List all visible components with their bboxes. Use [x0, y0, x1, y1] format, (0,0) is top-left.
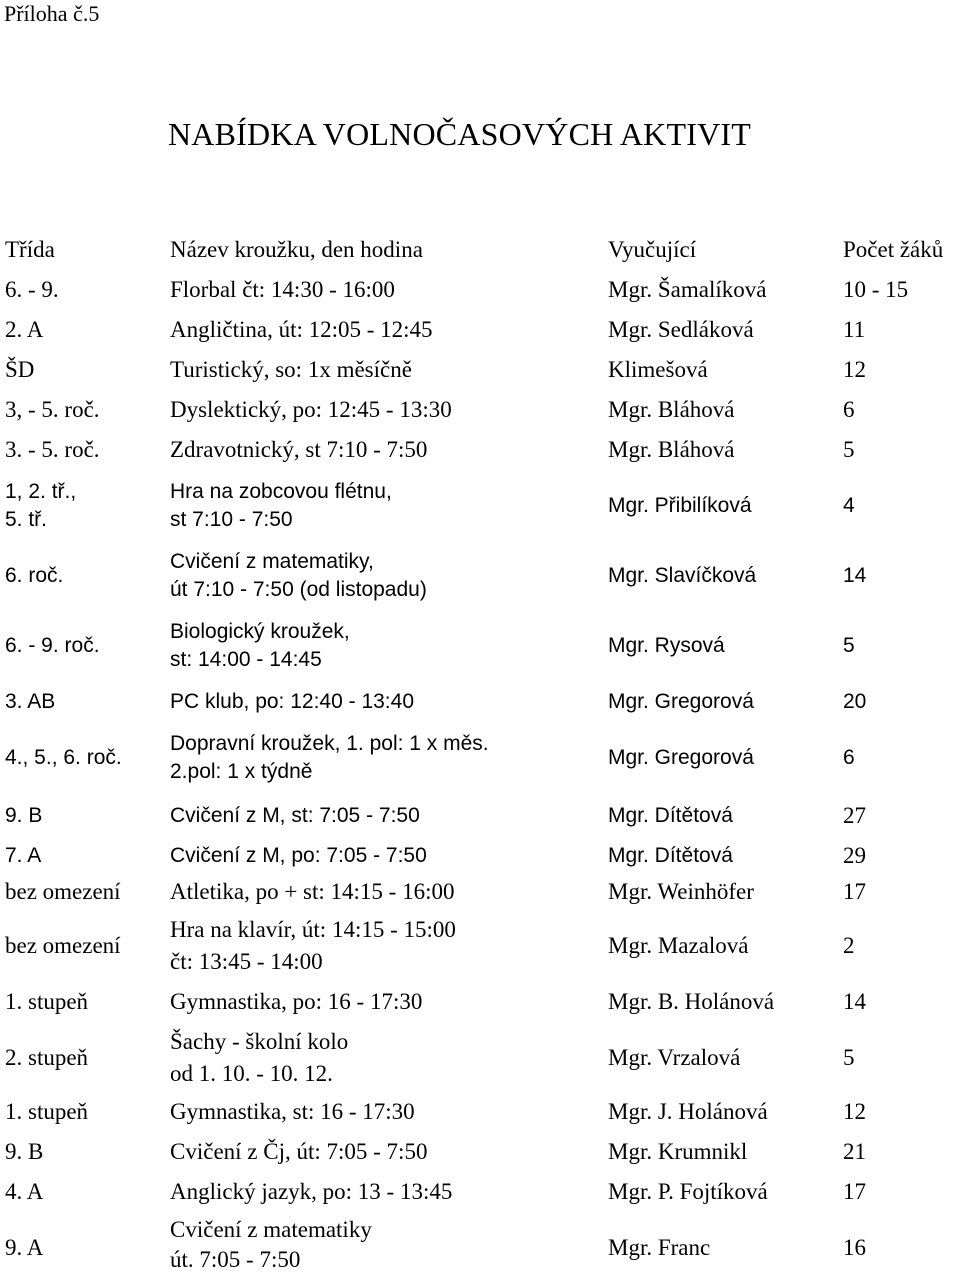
count-cell: 6	[843, 746, 855, 769]
activity-cell: Cvičení z Čj, út: 7:05 - 7:50	[170, 1139, 428, 1164]
teacher-cell: Mgr. Bláhová	[608, 437, 735, 462]
teacher-cell: Mgr. Krumnikl	[608, 1139, 748, 1164]
class-cell: 6. roč.	[5, 564, 64, 587]
class-cell: 6. - 9. roč.	[5, 634, 100, 657]
activity-cell: Atletika, po + st: 14:15 - 16:00	[170, 879, 455, 904]
teacher-cell: Mgr. Gregorová	[608, 690, 754, 713]
teacher-cell: Mgr. Gregorová	[608, 746, 754, 769]
count-cell: 14	[843, 564, 867, 587]
activity-cell: Zdravotnický, st 7:10 - 7:50	[170, 437, 428, 462]
activity-cell: Anglický jazyk, po: 13 - 13:45	[170, 1179, 453, 1204]
count-cell: 5	[843, 1045, 855, 1070]
teacher-cell: Mgr. Franc	[608, 1235, 711, 1260]
class-cell: 3. - 5. roč.	[5, 437, 100, 462]
teacher-cell: Mgr. Rysová	[608, 634, 725, 657]
activity-cell-line-2: 2.pol: 1 x týdně	[170, 760, 313, 783]
teacher-cell: Klimešová	[608, 357, 708, 382]
activity-cell: Hra na zobcovou flétnu,	[170, 480, 392, 503]
class-cell: 1. stupeň	[5, 989, 89, 1014]
class-cell: 2. stupeň	[5, 1045, 89, 1070]
class-cell: 2. A	[5, 317, 44, 342]
page-title: NABÍDKA VOLNOČASOVÝCH AKTIVIT	[168, 116, 751, 152]
teacher-cell: Mgr. Přibilíková	[608, 494, 752, 517]
count-cell: 21	[843, 1139, 866, 1164]
activity-cell: Turistický, so: 1x měsíčně	[170, 357, 412, 382]
count-cell: 5	[843, 634, 855, 657]
activity-cell: Angličtina, út: 12:05 - 12:45	[170, 317, 433, 342]
teacher-cell: Mgr. Weinhöfer	[608, 879, 754, 904]
activity-cell: Gymnastika, st: 16 - 17:30	[170, 1099, 415, 1124]
count-cell: 16	[843, 1235, 866, 1260]
activity-cell: Cvičení z matematiky	[170, 1217, 372, 1242]
class-cell: 9. B	[5, 1139, 44, 1164]
count-cell: 14	[843, 989, 866, 1014]
activity-cell: Gymnastika, po: 16 - 17:30	[170, 989, 423, 1014]
count-cell: 10 - 15	[843, 277, 909, 302]
header-teacher: Vyučující	[608, 237, 697, 262]
activity-cell: Biologický kroužek,	[170, 620, 350, 643]
class-cell: 3, - 5. roč.	[5, 397, 100, 422]
activity-cell: Hra na klavír, út: 14:15 - 15:00	[170, 917, 456, 942]
activity-cell: PC klub, po: 12:40 - 13:40	[170, 690, 414, 713]
class-cell: 1, 2. tř.,	[5, 480, 77, 503]
activity-cell-line-2: st: 14:00 - 14:45	[170, 648, 322, 671]
teacher-cell: Mgr. Vrzalová	[608, 1045, 741, 1070]
class-cell: 9. A	[5, 1235, 44, 1260]
count-cell: 4	[843, 494, 855, 517]
class-cell: ŠD	[5, 357, 35, 382]
teacher-cell: Mgr. B. Holánová	[608, 989, 775, 1014]
activity-cell-line-2: st 7:10 - 7:50	[170, 508, 293, 531]
class-cell-line-2: 5. tř.	[5, 508, 48, 531]
activity-cell: Cvičení z M, st: 7:05 - 7:50	[170, 804, 420, 827]
count-cell: 17	[843, 879, 866, 904]
count-cell: 20	[843, 690, 867, 713]
activity-cell: Cvičení z M, po: 7:05 - 7:50	[170, 844, 427, 867]
activity-cell: Cvičení z matematiky,	[170, 550, 374, 573]
class-cell: 1. stupeň	[5, 1099, 89, 1124]
teacher-cell: Mgr. J. Holánová	[608, 1099, 768, 1124]
teacher-cell: Mgr. Šamalíková	[608, 277, 767, 302]
class-cell: bez omezení	[5, 933, 121, 958]
header-count: Počet žáků	[843, 237, 944, 262]
count-cell: 27	[843, 803, 866, 828]
count-cell: 5	[843, 437, 855, 462]
teacher-cell: Mgr. P. Fojtíková	[608, 1179, 768, 1204]
activity-cell: Šachy - školní kolo	[170, 1029, 349, 1054]
teacher-cell: Mgr. Mazalová	[608, 933, 749, 958]
count-cell: 29	[843, 843, 866, 868]
class-cell: 9. B	[5, 804, 43, 827]
activity-cell-line-2: út. 7:05 - 7:50	[170, 1247, 301, 1272]
activity-cell: Florbal čt: 14:30 - 16:00	[170, 277, 395, 302]
teacher-cell: Mgr. Slavíčková	[608, 564, 757, 587]
count-cell: 17	[843, 1179, 866, 1204]
count-cell: 12	[843, 357, 866, 382]
activity-cell: Dyslektický, po: 12:45 - 13:30	[170, 397, 452, 422]
header-activity: Název kroužku, den hodina	[170, 237, 423, 262]
class-cell: 4., 5., 6. roč.	[5, 746, 122, 769]
teacher-cell: Mgr. Sedláková	[608, 317, 754, 342]
activity-cell-line-2: od 1. 10. - 10. 12.	[170, 1061, 333, 1086]
teacher-cell: Mgr. Bláhová	[608, 397, 735, 422]
activity-cell-line-2: út 7:10 - 7:50 (od listopadu)	[170, 578, 427, 601]
count-cell: 11	[843, 317, 866, 342]
activity-cell: Dopravní kroužek, 1. pol: 1 x měs.	[170, 732, 489, 755]
class-cell: 4. A	[5, 1179, 44, 1204]
count-cell: 12	[843, 1099, 866, 1124]
teacher-cell: Mgr. Dítětová	[608, 804, 733, 827]
header-class: Třída	[5, 237, 55, 262]
count-cell: 2	[843, 933, 855, 958]
class-cell: 3. AB	[5, 690, 56, 713]
teacher-cell: Mgr. Dítětová	[608, 844, 733, 867]
activity-cell-line-2: čt: 13:45 - 14:00	[170, 949, 323, 974]
class-cell: bez omezení	[5, 879, 121, 904]
count-cell: 6	[843, 397, 855, 422]
attachment-label: Příloha č.5	[4, 1, 100, 26]
class-cell: 7. A	[5, 844, 42, 867]
class-cell: 6. - 9.	[5, 277, 59, 302]
